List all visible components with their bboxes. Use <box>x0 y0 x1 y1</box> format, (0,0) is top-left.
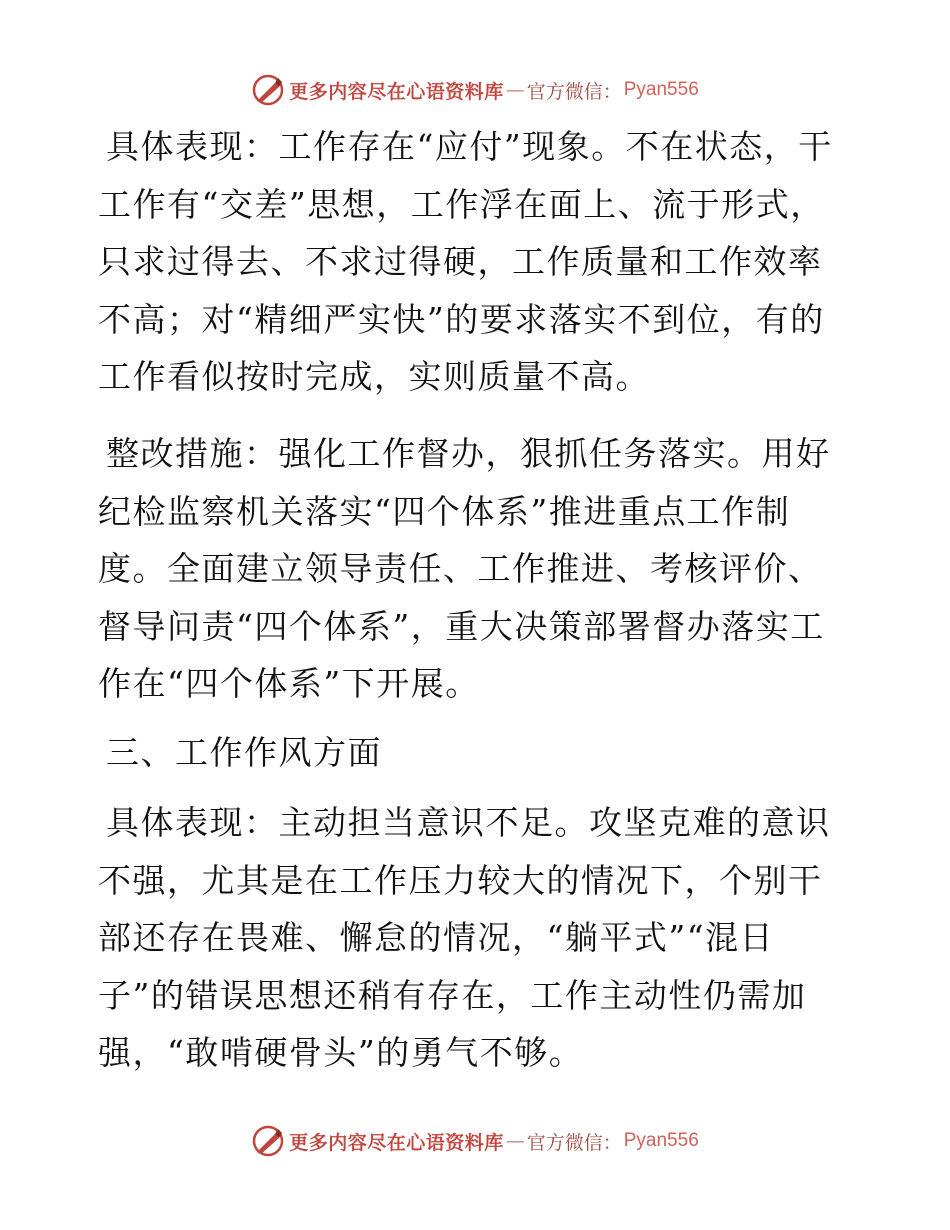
pen-logo-icon <box>251 73 285 107</box>
watermark-id: Pyan556 <box>623 1130 699 1151</box>
watermark-id: Pyan556 <box>623 79 699 100</box>
watermark-dash: — <box>505 79 525 101</box>
pen-logo-icon <box>251 1124 285 1158</box>
section-heading-work-style: 三、工作作风方面 <box>106 733 382 772</box>
document-body <box>98 118 850 1081</box>
watermark-label: 官方微信： <box>526 80 622 103</box>
paragraph-performance-1: 具体表现：工作存在“应付”现象。不在状态，干工作有“交差”思想，工作浮在面上、流于形式，只求过得去、不求过得硬，工作质量和工作效率不高；对“精细严实快”的要求落实不到位，有的工作看似按时完成，实则质量不高。 <box>98 127 833 396</box>
paragraph-rectification: 整改措施：强化工作督办，狠抓任务落实。用好纪检监察机关落实“四个体系”推进重点工作制度。全面建立领导责任、工作推进、考核评价、督导问责“四个体系”，重大决策部署督办落实工作在“四个体系”下开展。 <box>98 434 831 703</box>
paragraph-performance-2: 具体表现：主动担当意识不足。攻坚克难的意识不强，尤其是在工作压力较大的情况下，个别干部还存在畏难、懈怠的情况，“躺平式”“混日子”的错误思想还稍有存在，工作主动性仍需加强，“敢啃硬骨头”的勇气不够。 <box>98 803 831 1072</box>
watermark-brand: 更多内容尽在心语资料库 <box>289 80 504 103</box>
header-watermark <box>0 68 950 112</box>
watermark-brand: 更多内容尽在心语资料库 <box>289 1131 504 1154</box>
watermark-dash: — <box>505 1130 525 1152</box>
footer-watermark <box>0 1119 950 1163</box>
watermark-label: 官方微信： <box>526 1131 622 1154</box>
